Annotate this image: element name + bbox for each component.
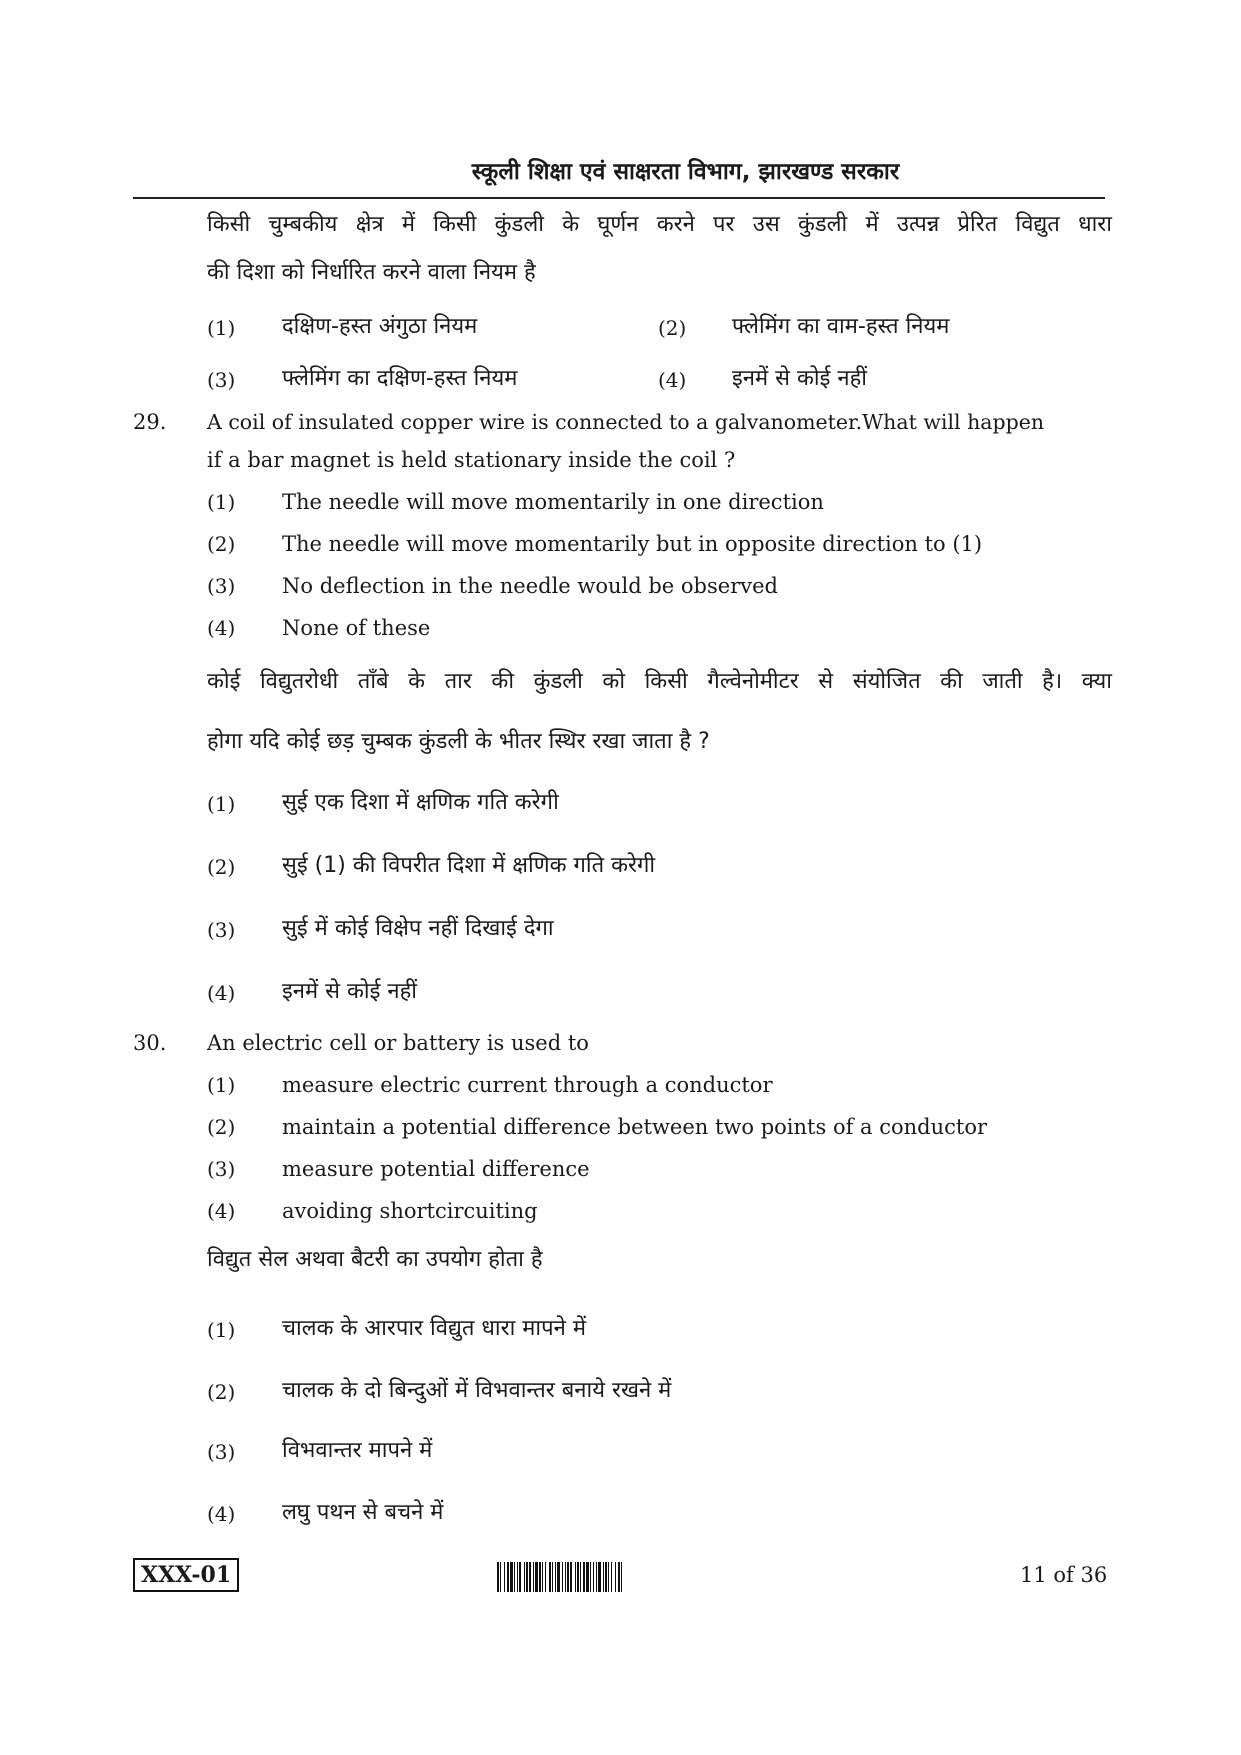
option-number: (3) — [207, 574, 236, 598]
option-text: maintain a potential difference between two points of a conductor — [282, 1115, 988, 1139]
q29-hi-line1: कोई विद्युतरोधी ताँबे के तार की कुंडली को किसी गैल्वेनोमीटर से संयोजित की जाती है। क्या — [207, 669, 1112, 694]
option-text: इनमें से कोई नहीं — [732, 366, 868, 391]
barcode-bar — [552, 1562, 553, 1592]
option-text: फ्लेमिंग का दक्षिण-हस्त नियम — [282, 366, 518, 391]
barcode-bar — [598, 1562, 601, 1592]
barcode-bar — [621, 1562, 622, 1592]
barcode-bar — [514, 1562, 515, 1592]
option-number: (1) — [207, 316, 236, 340]
option-text: इनमें से कोई नहीं — [282, 979, 418, 1004]
option-number: (4) — [207, 1199, 236, 1223]
barcode-bar — [577, 1562, 579, 1592]
barcode-bar — [517, 1562, 518, 1592]
barcode-bar — [608, 1562, 609, 1592]
option-number: (4) — [207, 981, 236, 1005]
question-number: 29. — [133, 410, 167, 434]
option-text: No deflection in the needle would be observed — [282, 574, 778, 598]
barcode-bar — [539, 1562, 541, 1592]
option-number: (1) — [207, 792, 236, 816]
page-header-title: स्कूली शिक्षा एवं साक्षरता विभाग, झारखण्ड सरकार — [471, 159, 900, 185]
barcode-bar — [596, 1562, 597, 1592]
barcode-bar — [605, 1562, 607, 1592]
barcode-bar — [504, 1562, 505, 1592]
option-text: सुई एक दिशा में क्षणिक गति करेगी — [282, 790, 559, 815]
barcode-bar — [603, 1562, 604, 1592]
barcode-bar — [565, 1562, 566, 1592]
option-number: (4) — [207, 616, 236, 640]
barcode-bar — [593, 1562, 594, 1592]
option-text: चालक के दो बिन्दुओं में विभवान्तर बनाये रखने में — [282, 1378, 672, 1403]
option-text: लघु पथन से बचने में — [282, 1500, 444, 1525]
option-number: (1) — [207, 1318, 236, 1342]
option-text: The needle will move momentarily in one direction — [282, 490, 824, 514]
barcode-bar — [586, 1562, 589, 1592]
barcode-bar — [524, 1562, 525, 1592]
q29-hi-line2: होगा यदि कोई छड़ चुम्बक कुंडली के भीतर स्थिर रखा जाता है ? — [207, 729, 710, 754]
barcode-bar — [590, 1562, 591, 1592]
option-number: (2) — [207, 1115, 236, 1139]
option-number: (2) — [207, 1380, 236, 1404]
barcode-bar — [535, 1562, 538, 1592]
option-text: सुई में कोई विक्षेप नहीं दिखाई देगा — [282, 916, 554, 941]
page-number: 11 of 36 — [1020, 1563, 1108, 1587]
option-text: avoiding shortcircuiting — [282, 1199, 538, 1223]
barcode-bar — [526, 1562, 528, 1592]
option-number: (3) — [207, 368, 236, 392]
option-text: दक्षिण-हस्त अंगुठा नियम — [282, 314, 478, 339]
option-text: measure potential difference — [282, 1157, 590, 1181]
barcode-bar — [500, 1562, 501, 1592]
option-text: विभवान्तर मापने में — [282, 1438, 433, 1463]
barcode-bar — [497, 1562, 499, 1592]
barcode-bar — [580, 1562, 581, 1592]
option-number: (1) — [207, 490, 236, 514]
q29-en-line2: if a bar magnet is held stationary inside the coil ? — [207, 448, 736, 472]
option-number: (1) — [207, 1073, 236, 1097]
option-number: (3) — [207, 1157, 236, 1181]
barcode-bar — [611, 1562, 612, 1592]
barcode-bar — [507, 1562, 509, 1592]
option-number: (4) — [658, 368, 687, 392]
paper-code: XXX-01 — [133, 1558, 239, 1592]
option-number: (2) — [207, 532, 236, 556]
barcode-bar — [618, 1562, 620, 1592]
barcode-bar — [545, 1562, 546, 1592]
q28-hi-line2: की दिशा को निर्धारित करने वाला नियम है — [207, 260, 536, 285]
barcode-bar — [519, 1562, 521, 1592]
barcode-bar — [562, 1562, 563, 1592]
barcode-bar — [583, 1562, 585, 1592]
option-number: (4) — [207, 1502, 236, 1526]
option-text: measure electric current through a conductor — [282, 1073, 773, 1097]
barcode-bar — [549, 1562, 551, 1592]
barcode-bar — [557, 1562, 560, 1592]
q29-en-line1: A coil of insulated copper wire is connected to a galvanometer.What will happen — [207, 410, 1045, 434]
barcode-bar — [575, 1562, 576, 1592]
barcode-bar — [570, 1562, 572, 1592]
option-number: (3) — [207, 918, 236, 942]
barcode-bar — [533, 1562, 534, 1592]
option-number: (2) — [658, 316, 687, 340]
option-text: सुई (1) की विपरीत दिशा में क्षणिक गति करेगी — [282, 853, 656, 878]
q28-hi-line1: किसी चुम्बकीय क्षेत्र में किसी कुंडली के घूर्णन करने पर उस कुंडली में उत्पन्न प्रेरित विद्युत धारा — [207, 212, 1112, 237]
header-divider — [133, 197, 1105, 199]
option-number: (2) — [207, 855, 236, 879]
option-text: फ्लेमिंग का वाम-हस्त नियम — [732, 314, 950, 339]
barcode-bar — [555, 1562, 556, 1592]
option-text: The needle will move momentarily but in opposite direction to (1) — [282, 532, 983, 556]
q30-hi-line1: विद्युत सेल अथवा बैटरी का उपयोग होता है — [207, 1247, 543, 1272]
question-number: 30. — [133, 1031, 167, 1055]
barcode-bar — [615, 1562, 616, 1592]
barcode-bar — [567, 1562, 569, 1592]
barcode-bar — [529, 1562, 531, 1592]
q30-en-line1: An electric cell or battery is used to — [207, 1031, 589, 1055]
option-number: (3) — [207, 1440, 236, 1464]
barcode-bar — [542, 1562, 543, 1592]
barcode-image — [497, 1562, 749, 1592]
barcode-bar — [510, 1562, 513, 1592]
option-text: None of these — [282, 616, 431, 640]
option-text: चालक के आरपार विद्युत धारा मापने में — [282, 1316, 586, 1341]
